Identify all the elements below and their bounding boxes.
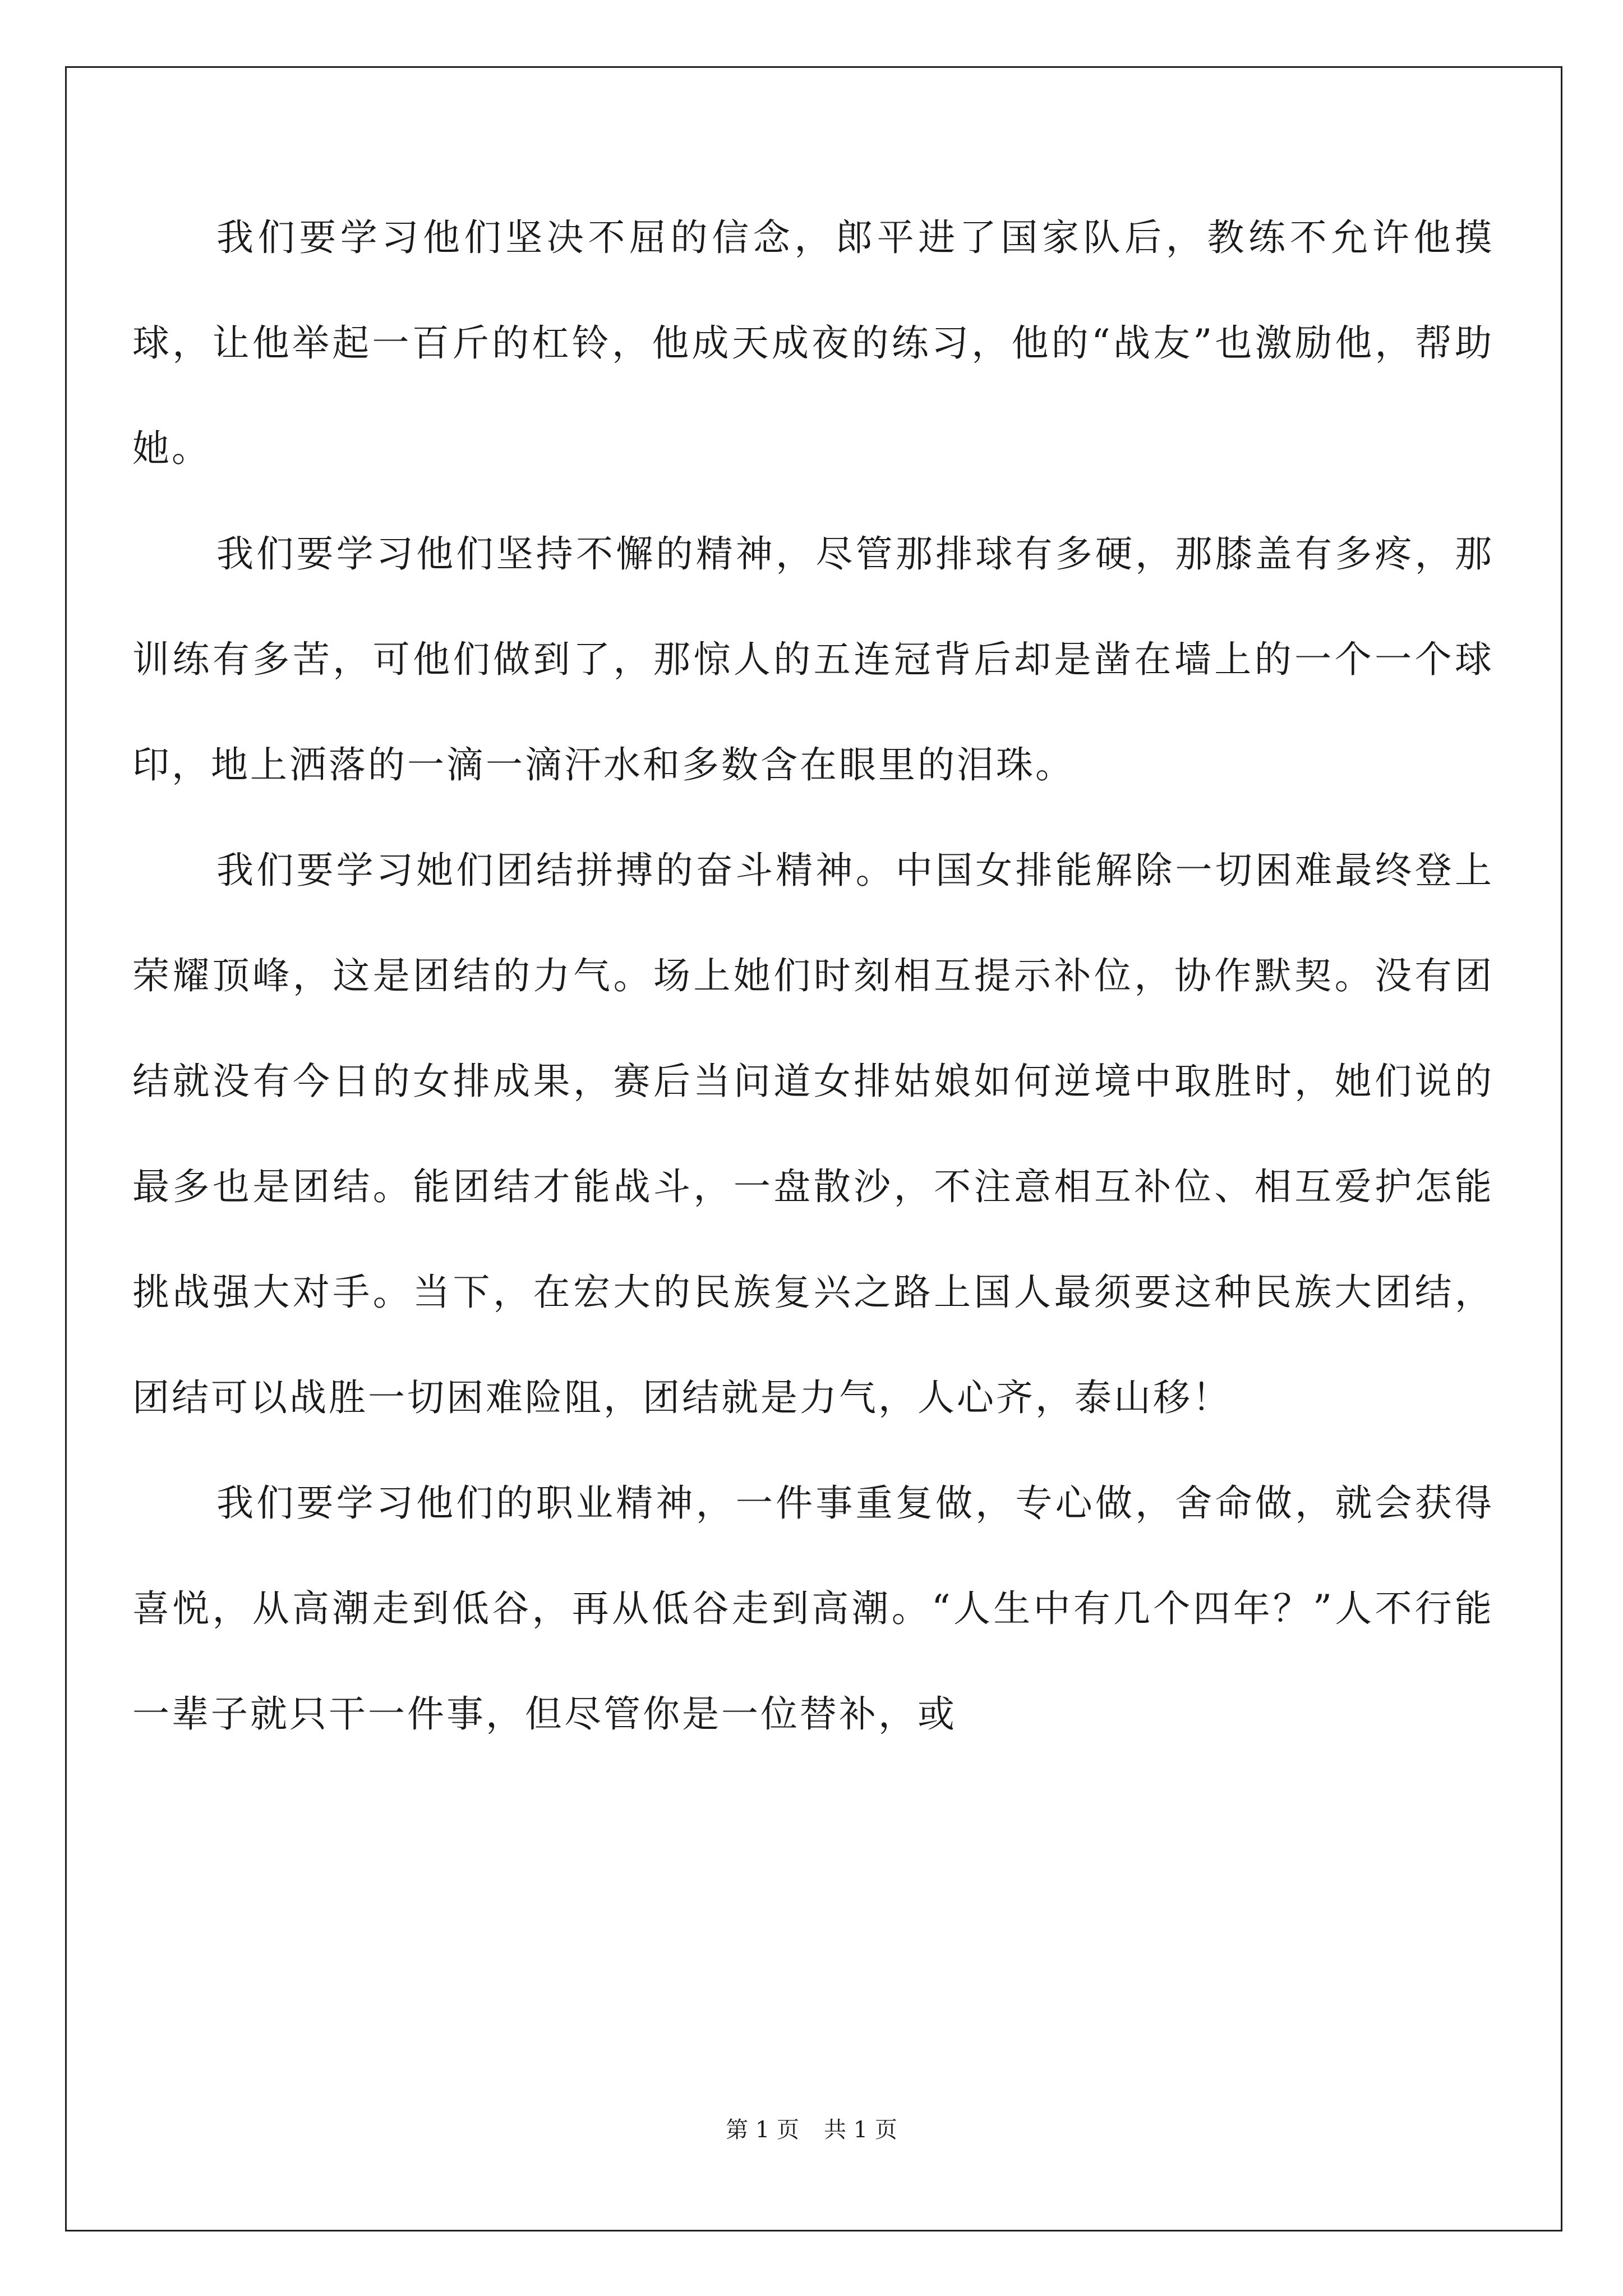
paragraph: 我们要学习他们坚决不屈的信念，郎平进了国家队后，教练不允许他摸球，让他举起一百斤的杠铃，他成天成夜的练习，他的“战友”也激励他，帮助她。 [132,216,1494,470]
paragraph: 我们要学习她们团结拼搏的奋斗精神。中国女排能解除一切困难最终登上荣耀顶峰，这是团结的力气。场上她们时刻相互提示补位，协作默契。没有团结就没有今日的女排成果，赛后当问道女排姑娘如何逆境中取胜时，她们说的最多也是团结。能团结才能战斗，一盘散沙，不注意相互补位、相互爱护怎能挑战强大对手。当下，在宏大的民族复兴之路上国人最须要这种民族大团结，团结可以战胜一切困难险阻，团结就是力气，人心齐，泰山移！ [132,849,1494,1419]
page-footer [0,2112,1623,2144]
page-total: 共 1 页 [824,2117,897,2143]
paragraph: 我们要学习他们的职业精神，一件事重复做，专心做，舍命做，就会获得喜悦，从高潮走到低谷，再从低谷走到高潮。“人生中有几个四年？”人不行能一辈子就只干一件事，但尽管你是一位替补，或 [132,1481,1494,1736]
document-body [132,185,1494,1767]
page-number: 第 1 页 [726,2117,799,2143]
paragraph: 我们要学习他们坚持不懈的精神，尽管那排球有多硬，那膝盖有多疼，那训练有多苦，可他们做到了，那惊人的五连冠背后却是凿在墙上的一个一个球印，地上洒落的一滴一滴汗水和多数含在眼里的泪珠。 [132,532,1494,786]
